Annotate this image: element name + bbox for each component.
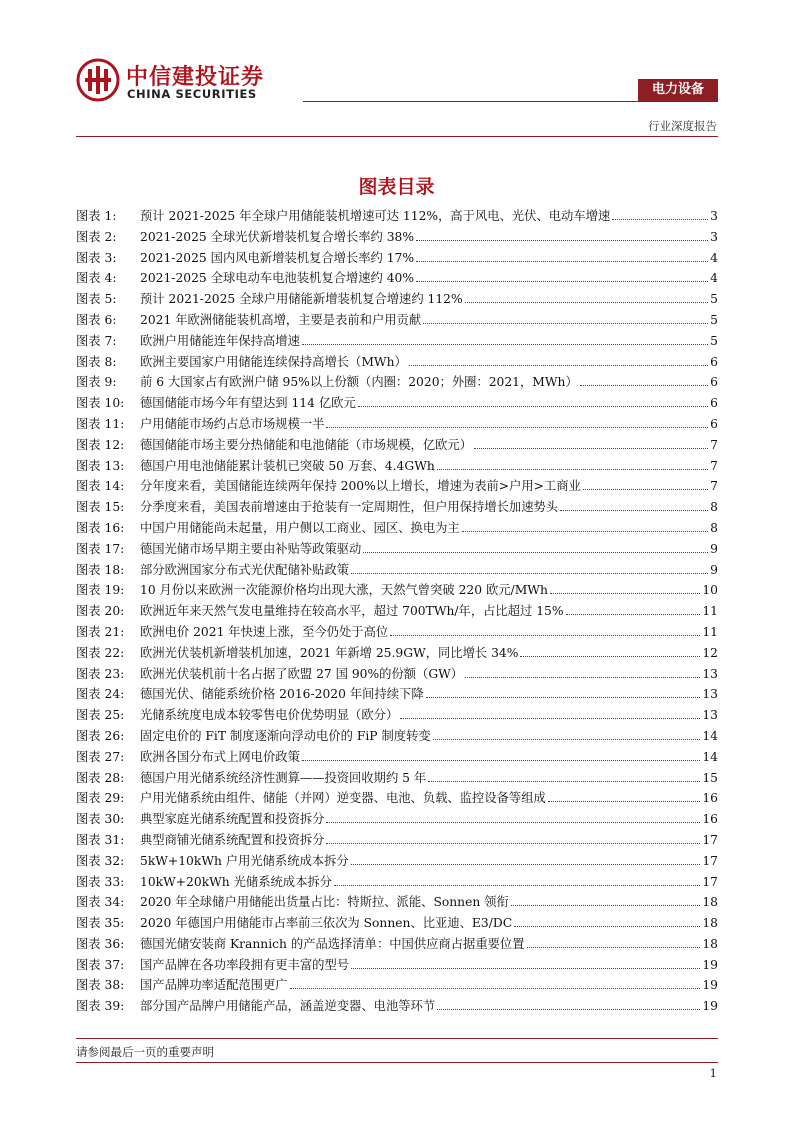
toc-entry-title: 部分国产品牌户用储能产品，涵盖逆变器、电池等环节 <box>140 999 436 1014</box>
toc-entry-page: 4 <box>710 250 718 265</box>
toc-entry-page: 10 <box>702 583 718 598</box>
toc-entry-label: 图表 9: <box>76 375 117 390</box>
toc-entry-title: 中国户用储能尚未起量，用户侧以工商业、园区、换电为主 <box>140 520 460 535</box>
footer-divider-lower <box>76 1062 718 1063</box>
toc-entry-title: 典型商铺光储系统配置和投资拆分 <box>140 832 325 847</box>
toc-entry-page: 19 <box>702 957 718 972</box>
toc-entry-title: 前 6 大国家占有欧洲户储 95%以上份额（内圈：2020；外圈：2021，MWh） <box>140 375 578 390</box>
toc-entry-leader <box>351 573 708 574</box>
toc-entry-title: 光储系统度电成本较零售电价优势明显（欧分） <box>140 708 399 723</box>
toc-entry[interactable] <box>76 830 718 851</box>
sector-band <box>303 79 718 102</box>
toc-entry[interactable] <box>76 560 718 581</box>
toc-entry-page: 18 <box>702 936 718 951</box>
toc-entry-title: 德国光伏、储能系统价格 2016-2020 年间持续下降 <box>140 687 424 702</box>
toc-entry-page: 14 <box>702 749 718 764</box>
toc-entry-page: 19 <box>702 999 718 1014</box>
toc-entry[interactable] <box>76 227 718 248</box>
toc-entry[interactable] <box>76 768 718 789</box>
toc-entry-title: 德国光储安装商 Krannich 的产品选择清单：中国供应商占据重要位置 <box>140 936 525 951</box>
toc-entry-title: 预计 2021-2025 年全球户用储能装机增速可达 112%，高于风电、光伏、电动车增速 <box>140 209 611 223</box>
toc-entry-label: 图表 23: <box>76 666 125 681</box>
toc-entry-title: 部分欧洲国家分布式光伏配储补贴政策 <box>140 562 350 577</box>
toc-entry-leader <box>351 968 700 969</box>
toc-entry[interactable] <box>76 289 718 310</box>
toc-entry-title: 分年度来看，美国储能连续两年保持 200%以上增长，增速为表前>户用>工商业 <box>140 479 581 494</box>
toc-entry-title: 欧洲主要国家户用储能连续保持高增长（MWh） <box>140 354 407 369</box>
toc-entry-label: 图表 26: <box>76 728 125 743</box>
toc-entry-title: 固定电价的 FiT 制度逐渐向浮动电价的 FiP 制度转变 <box>140 728 431 743</box>
toc-entry-title: 分季度来看，美国表前增速由于抢装有一定周期性，但户用保持增长加速势头 <box>140 500 559 515</box>
toc-entry-label: 图表 39: <box>76 999 125 1014</box>
toc-entry-page: 5 <box>710 312 718 327</box>
toc-entry-page: 16 <box>702 812 718 827</box>
toc-entry[interactable] <box>76 476 718 497</box>
report-type: 行业深度报告 <box>648 119 717 133</box>
toc-entry-title: 德国户用光储系统经济性测算——投资回收期约 5 年 <box>140 770 427 785</box>
toc-entry-title: 2021-2025 全球电动车电池装机复合增速约 40% <box>140 271 415 286</box>
toc-entry[interactable] <box>76 955 718 976</box>
toc-entry[interactable] <box>76 788 718 809</box>
toc-entry-page: 6 <box>710 396 718 411</box>
sector-label: 电力设备 <box>638 79 718 101</box>
toc-entry-page: 18 <box>702 916 718 931</box>
toc-entry-title: 欧洲各国分布式上网电价政策 <box>140 749 300 764</box>
toc-entry-leader <box>302 760 700 761</box>
toc-entry[interactable] <box>76 414 718 435</box>
toc-entry[interactable] <box>76 705 718 726</box>
toc-entry-page: 6 <box>710 354 718 369</box>
toc-entry-page: 6 <box>710 375 718 390</box>
toc-entry-page: 5 <box>710 333 718 348</box>
toc-entry-title: 欧洲光伏装机前十名占据了欧盟 27 国 90%的份额（GW） <box>140 666 464 681</box>
toc-entry-page: 6 <box>710 416 718 431</box>
toc-entry[interactable] <box>76 372 718 393</box>
toc-entry-page: 9 <box>710 562 718 577</box>
toc-entry-label: 图表 28: <box>76 770 125 785</box>
toc-entry-title: 欧洲户用储能连年保持高增速 <box>140 333 300 348</box>
toc-entry-page: 12 <box>702 645 718 660</box>
toc-entry[interactable] <box>76 435 718 456</box>
toc-entry-label: 图表 12: <box>76 437 125 452</box>
table-of-figures <box>76 206 718 1017</box>
toc-entry-label: 图表 16: <box>76 520 125 535</box>
toc-entry[interactable] <box>76 975 718 996</box>
toc-entry-page: 7 <box>710 479 718 494</box>
toc-entry-leader <box>514 926 700 927</box>
toc-entry[interactable] <box>76 518 718 539</box>
toc-entry-leader <box>580 385 708 386</box>
toc-entry-title: 欧洲电价 2021 年快速上涨，至今仍处于高位 <box>140 624 389 639</box>
toc-entry[interactable] <box>76 996 718 1017</box>
toc-entry[interactable] <box>76 331 718 352</box>
toc-entry-label: 图表 31: <box>76 832 125 847</box>
toc-entry[interactable] <box>76 851 718 872</box>
page-number: 1 <box>709 1066 717 1080</box>
toc-entry-title: 10kW+20kWh 光储系统成本拆分 <box>140 874 332 889</box>
toc-entry[interactable] <box>76 393 718 414</box>
disclaimer-text: 请参阅最后一页的重要声明 <box>76 1045 214 1059</box>
toc-entry-title: 2020 年德国户用储能市占率前三依次为 Sonnen、比亚迪、E3/DC <box>140 916 513 931</box>
toc-entry-label: 图表 24: <box>76 687 125 702</box>
toc-entry[interactable] <box>76 580 718 601</box>
toc-entry-title: 预计 2021-2025 全球户用储能新增装机复合增速约 112% <box>140 292 463 307</box>
toc-entry-leader <box>390 635 700 636</box>
toc-entry-leader <box>363 552 708 553</box>
toc-entry-label: 图表 22: <box>76 645 125 660</box>
toc-entry-title: 典型家庭光储系统配置和投资拆分 <box>140 812 325 827</box>
toc-entry-label: 图表 21: <box>76 624 125 639</box>
toc-entry[interactable] <box>76 268 718 289</box>
toc-entry-page: 15 <box>702 770 718 785</box>
toc-entry-leader <box>400 718 700 719</box>
toc-entry[interactable] <box>76 684 718 705</box>
toc-entry-page: 18 <box>702 895 718 910</box>
toc-entry-label: 图表 6: <box>76 312 117 327</box>
toc-entry[interactable] <box>76 539 718 560</box>
toc-entry-page: 3 <box>710 209 718 223</box>
toc-entry-title: 2020 年全球储户用储能出货量占比：特斯拉、派能、Sonnen 领衔 <box>140 895 509 910</box>
toc-entry-page: 3 <box>710 229 718 244</box>
toc-entry-label: 图表 1: <box>76 209 117 223</box>
toc-entry[interactable] <box>76 747 718 768</box>
toc-entry-leader <box>326 822 700 823</box>
toc-entry-leader <box>334 885 700 886</box>
toc-entry-leader <box>416 240 708 241</box>
header-divider <box>76 136 718 137</box>
toc-entry-page: 17 <box>702 832 718 847</box>
toc-entry-title: 德国储能市场今年有望达到 114 亿欧元 <box>140 396 356 411</box>
toc-entry[interactable] <box>76 497 718 518</box>
toc-entry-leader <box>612 219 708 220</box>
toc-entry-label: 图表 33: <box>76 874 125 889</box>
toc-entry-leader <box>465 677 700 678</box>
toc-entry-leader <box>583 489 708 490</box>
toc-entry-page: 13 <box>702 687 718 702</box>
toc-entry-label: 图表 13: <box>76 458 125 473</box>
toc-entry-leader <box>433 739 701 740</box>
toc-entry-title: 德国户用电池储能累计装机已突破 50 万套、4.4GWh <box>140 458 435 473</box>
toc-entry-label: 图表 38: <box>76 978 125 993</box>
toc-entry-title: 欧洲光伏装机新增装机加速，2021 年新增 25.9GW，同比增长 34% <box>140 645 519 660</box>
toc-entry[interactable] <box>76 872 718 893</box>
toc-entry[interactable] <box>76 892 718 913</box>
toc-entry-label: 图表 20: <box>76 604 125 619</box>
toc-entry-label: 图表 36: <box>76 936 125 951</box>
toc-entry-title: 国产品牌在各功率段拥有更丰富的型号 <box>140 957 350 972</box>
toc-entry-page: 16 <box>702 791 718 806</box>
toc-entry-leader <box>437 469 708 470</box>
toc-entry-label: 图表 4: <box>76 271 117 286</box>
toc-entry[interactable] <box>76 726 718 747</box>
toc-entry-title: 国产品牌功率适配范围更广 <box>140 978 288 993</box>
toc-entry-title: 10 月份以来欧洲一次能源价格均出现大涨，天然气曾突破 220 欧元/MWh <box>140 583 548 598</box>
logo-chinese-name: 中信建投证券 <box>126 65 265 90</box>
toc-entry[interactable] <box>76 622 718 643</box>
toc-entry-label: 图表 3: <box>76 250 117 265</box>
toc-entry-leader <box>423 323 708 324</box>
toc-entry-label: 图表 17: <box>76 541 125 556</box>
toc-entry-leader <box>302 344 708 345</box>
toc-entry-label: 图表 18: <box>76 562 125 577</box>
toc-entry-label: 图表 5: <box>76 292 117 307</box>
toc-entry-page: 17 <box>702 853 718 868</box>
toc-entry-page: 4 <box>710 271 718 286</box>
toc-entry-label: 图表 32: <box>76 853 125 868</box>
toc-entry-label: 图表 11: <box>76 416 125 431</box>
toc-entry-page: 7 <box>710 437 718 452</box>
toc-entry-leader <box>462 531 708 532</box>
toc-entry-label: 图表 30: <box>76 812 125 827</box>
toc-entry-label: 图表 14: <box>76 479 125 494</box>
toc-entry-label: 图表 10: <box>76 396 125 411</box>
toc-entry-label: 图表 25: <box>76 708 125 723</box>
toc-entry-leader <box>290 988 701 989</box>
toc-entry-leader <box>326 843 700 844</box>
toc-entry-page: 7 <box>710 458 718 473</box>
toc-entry-label: 图表 34: <box>76 895 125 910</box>
toc-entry-leader <box>416 281 708 282</box>
toc-entry[interactable] <box>76 310 718 331</box>
toc-entry-page: 9 <box>710 541 718 556</box>
toc-entry-leader <box>416 261 708 262</box>
toc-entry-title: 2021 年欧洲储能装机高增，主要是表前和户用贡献 <box>140 312 422 327</box>
toc-entry[interactable] <box>76 601 718 622</box>
toc-entry-label: 图表 2: <box>76 229 117 244</box>
toc-entry-title: 2021-2025 国内风电新增装机复合增长率约 17% <box>140 250 415 265</box>
toc-entry-title: 5kW+10kWh 户用光储系统成本拆分 <box>140 853 349 868</box>
toc-entry-title: 户用储能市场约占总市场规模一半 <box>140 416 325 431</box>
toc-entry-page: 11 <box>702 604 718 619</box>
toc-entry-page: 14 <box>702 728 718 743</box>
toc-entry-title: 德国光储市场早期主要由补贴等政策驱动 <box>140 541 362 556</box>
toc-entry-label: 图表 7: <box>76 333 117 348</box>
toc-entry-title: 2021-2025 全球光伏新增装机复合增长率约 38% <box>140 229 415 244</box>
toc-entry-title: 户用光储系统由组件、储能（并网）逆变器、电池、负载、监控设备等组成 <box>140 791 546 806</box>
logo-english-name: CHINA SECURITIES <box>127 87 257 101</box>
toc-entry[interactable] <box>76 643 718 664</box>
toc-entry-label: 图表 15: <box>76 500 125 515</box>
toc-entry-label: 图表 8: <box>76 354 117 369</box>
toc-entry[interactable] <box>76 248 718 269</box>
toc-entry-leader <box>560 510 708 511</box>
china-securities-logo-icon <box>76 58 120 102</box>
toc-entry-label: 图表 37: <box>76 957 125 972</box>
toc-entry-leader <box>428 781 700 782</box>
toc-entry-leader <box>465 302 708 303</box>
toc-entry[interactable] <box>76 934 718 955</box>
toc-entry-leader <box>511 905 701 906</box>
toc-entry-page: 11 <box>702 624 718 639</box>
toc-entry[interactable] <box>76 913 718 934</box>
toc-entry[interactable] <box>76 206 718 227</box>
toc-entry-page: 13 <box>702 666 718 681</box>
toc-entry-label: 图表 35: <box>76 916 125 931</box>
toc-entry-label: 图表 19: <box>76 583 125 598</box>
toc-title: 图表目录 <box>358 176 435 198</box>
toc-entry-page: 19 <box>702 978 718 993</box>
toc-entry[interactable] <box>76 809 718 830</box>
toc-entry-page: 8 <box>710 520 718 535</box>
toc-entry-page: 17 <box>702 874 718 889</box>
toc-entry-page: 5 <box>710 292 718 307</box>
toc-entry-label: 图表 27: <box>76 749 125 764</box>
toc-entry-leader <box>566 614 701 615</box>
toc-entry-title: 德国储能市场主要分热储能和电池储能（市场规模，亿欧元） <box>140 437 473 452</box>
toc-entry-page: 8 <box>710 500 718 515</box>
toc-entry-leader <box>409 365 708 366</box>
toc-entry-leader <box>358 406 708 407</box>
toc-entry-leader <box>527 947 701 948</box>
toc-entry-leader <box>437 1009 700 1010</box>
toc-entry-leader <box>548 801 701 802</box>
toc-entry-title: 欧洲近年来天然气发电量维持在较高水平，超过 700TWh/年，占比超过 15% <box>140 604 564 619</box>
toc-entry[interactable] <box>76 352 718 373</box>
footer-divider <box>76 1038 718 1039</box>
toc-entry-leader <box>326 427 708 428</box>
toc-entry[interactable] <box>76 456 718 477</box>
toc-entry-label: 图表 29: <box>76 791 125 806</box>
toc-entry-leader <box>550 593 700 594</box>
toc-entry[interactable] <box>76 664 718 685</box>
toc-entry-leader <box>474 448 708 449</box>
toc-entry-leader <box>426 697 701 698</box>
toc-entry-page: 13 <box>702 708 718 723</box>
toc-entry-leader <box>351 864 701 865</box>
toc-entry-leader <box>520 656 700 657</box>
